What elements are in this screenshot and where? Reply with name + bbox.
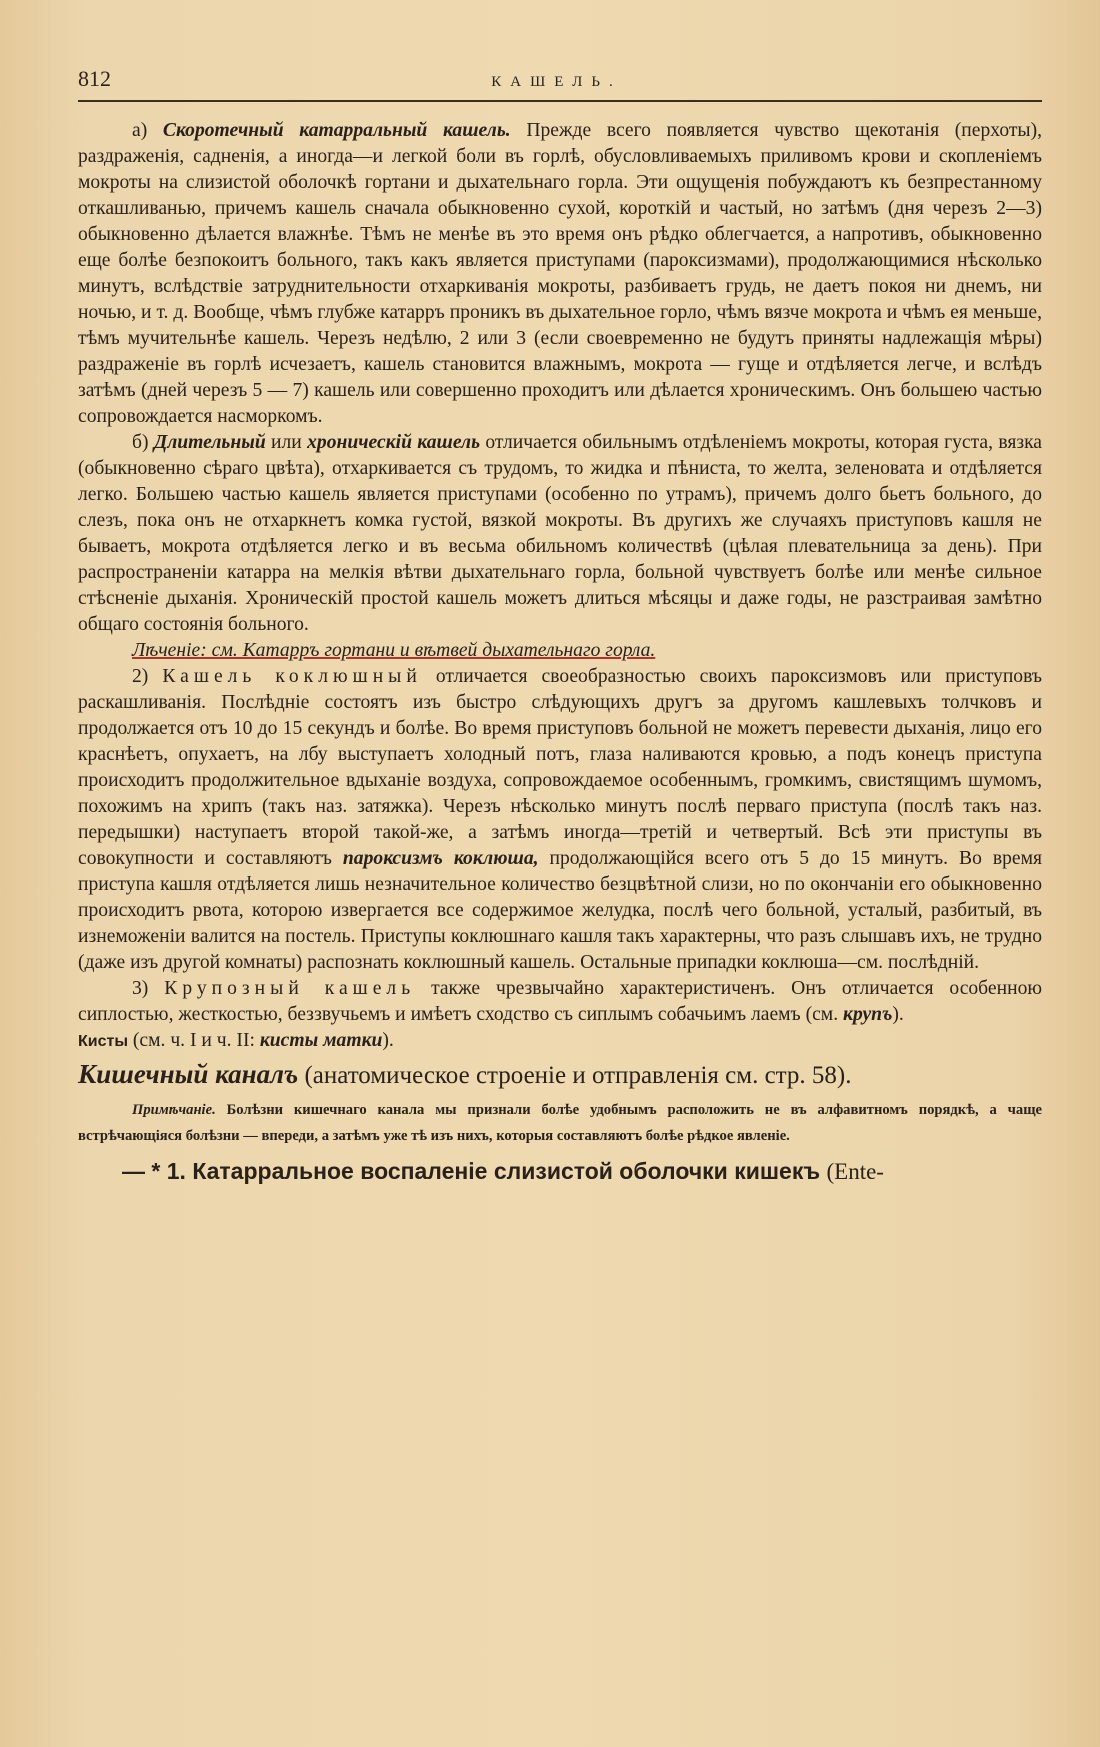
- entry-intestinal-canal: [78, 1059, 1042, 1091]
- term-prolonged: Длительный: [153, 432, 266, 453]
- page-header: [78, 66, 1042, 102]
- paragraph-whooping-cough: [78, 664, 1042, 976]
- item-marker: 3): [132, 978, 149, 999]
- term-cysts: Кисты: [78, 1033, 128, 1050]
- article-body: [78, 118, 1042, 1055]
- running-title: КАШЕЛЬ.: [491, 74, 622, 90]
- paragraph-croup-cough: [78, 976, 1042, 1028]
- page-number: 812: [78, 66, 111, 91]
- paragraph-text-after: продолжающійся всего отъ 5 до 15 минутъ. Во время приступа кашля отдѣляется лишь незначительное количество безцвѣтной слизи, но по окончаніи его обыкновенно происходитъ рвота, которою извергается все содержимое желудка, послѣ чего больной, усталый, разбитый, въ изнеможеніи валится на постель. Приступы коклюшнаго кашля такъ характерны, что разъ слышавъ ихъ, не трудно (даже изъ другой комнаты) распознать коклюшный кашель. Остальные припадки коклюша—см. послѣдній.: [78, 848, 1043, 973]
- treatment-text: Лѣченіе: см. Катарръ гортани и вѣтвей дыхательнаго горла.: [132, 640, 656, 661]
- paragraph-text-before: отличается своеобразностью своихъ пароксизмовъ или приступовъ раскашливанія. Послѣдніе состоятъ изъ быстро слѣдующихъ другъ за другомъ кашлевыхъ толчковъ и продолжается отъ 10 до 15 секундъ и болѣе. Во время приступовъ больной не можетъ перевести дыханія, лицо его краснѣетъ, опухаетъ, на лбу выступаетъ холодный потъ, глаза наливаются кровью, а подъ конецъ приступа происходитъ продолжительное вдыханіе воздуха, сопровождаемое особеннымъ, громкимъ, свистящимъ шумомъ, похожимъ на хрипъ (такъ наз. затяжка). Черезъ нѣсколько минутъ послѣ перваго приступа (послѣ такъ наз. передышки) наступаетъ второй такой-же, а затѣмъ иногда—третій и четвертый. Всѣ эти приступы въ совокупности и составляютъ: [78, 666, 1042, 869]
- term-chronic-cough: хроническій кашель: [307, 432, 481, 453]
- item-marker: а): [132, 120, 148, 141]
- section-title-tail: (Ente-: [826, 1159, 884, 1184]
- highlight-paroxysm: пароксизмъ коклюша,: [342, 848, 539, 869]
- ref-uterine-cysts: кисты матки: [259, 1030, 383, 1051]
- term-acute-catarrhal-cough: Скоротечный катарральный кашель.: [162, 120, 511, 141]
- term-intestinal-canal: Кишечный каналъ: [78, 1059, 299, 1089]
- joiner: или: [271, 432, 302, 453]
- intestinal-canal-text: (анатомическое строеніе и отправленія см. стр. 58).: [304, 1062, 852, 1089]
- section-title: Катарральное воспаленіе слизистой оболочки кишекъ: [192, 1158, 821, 1184]
- section-prefix: — * 1.: [122, 1158, 186, 1184]
- item-marker: 2): [132, 666, 149, 687]
- paragraph-text: отличается обильнымъ отдѣленіемъ мокроты, которая густа, вязка (обыкновенно сѣраго цвѣта), отхаркивается съ трудомъ, то жидка и пѣниста, то желта, зеленовата и отдѣляется легко. Большею частью кашель является приступами (особенно по утрамъ), причемъ долго бьетъ больного, до слезъ, пока онъ не отхаркнетъ комка густой, вязкой мокроты. Въ другихъ же случаяхъ приступовъ кашля не бываетъ, мокрота отдѣляется легко и въ весьма обильномъ количествѣ (цѣлая плевательница за день). При распространеніи катарра на мелкія вѣтви дыхательнаго горла, больной чувствуетъ болѣе или менѣе сильное стѣсненіе дыханія. Хроническій простой кашель можетъ длиться мѣсяцы и даже годы, не разстраивая замѣтно общаго состоянія больного.: [78, 432, 1042, 635]
- ref-croup: крупъ: [843, 1004, 893, 1025]
- note-paragraph: [78, 1097, 1042, 1149]
- entry-cysts: [78, 1028, 1042, 1055]
- term-whooping-cough: Кашель коклюшный: [162, 666, 422, 687]
- cysts-text-before: (см. ч. I и ч. II:: [132, 1030, 255, 1051]
- paragraph-text-before: также чрезвычайно характеристиченъ. Онъ отличается особенною сиплостью, жесткостью, беззвучьемъ и имѣетъ сходство съ сиплымъ собачьимъ лаемъ (см.: [78, 978, 1042, 1025]
- paragraph-acute-cough: [78, 118, 1042, 430]
- item-marker: б): [132, 432, 149, 453]
- paragraph-text-after: ).: [892, 1004, 904, 1025]
- paragraph-chronic-cough: [78, 430, 1042, 638]
- paragraph-text: Прежде всего появляется чувство щекотанія (перхоты), раздраженія, садненія, а иногда—и легкой боли въ горлѣ, обусловливаемыхъ приливомъ крови и скопленіемъ мокроты на слизистой оболочкѣ гортани и дыхательнаго горла. Эти ощущенія побуждаютъ къ безпрестанному откашливанью, причемъ кашель сначала обыкновенно сухой, короткій и частый, но затѣмъ (дня черезъ 2—3) обыкновенно дѣлается влажнѣе. Тѣмъ не менѣе въ это время онъ рѣдко облегчается, а напротивъ, обыкновенно еще болѣе безпокоитъ больного, такъ какъ является приступами (пароксизмами), продолжающимися нѣсколько минутъ, вслѣдствіе затруднительности отхаркиванія мокроты, разбиваетъ грудь, не даетъ покоя ни днемъ, ни ночью, и т. д. Вообще, чѣмъ глубже катарръ проникъ въ дыхательное горло, чѣмъ вязче мокрота и чѣмъ ея меньше, тѣмъ мучительнѣе кашель. Черезъ недѣлю, 2 или 3 (если своевременно не будутъ приняты надлежащія мѣры) раздраженіе въ горлѣ исчезаетъ, кашель становится влажнымъ, мокрота — гуще и отдѣляется легче, и вслѣдъ затѣмъ (дней черезъ 5 — 7) кашель или совершенно проходитъ или дѣлается хроническимъ. Онъ большею частью сопровождается насморкомъ.: [78, 120, 1043, 427]
- treatment-reference: [78, 638, 1042, 664]
- cysts-text-after: ).: [382, 1030, 394, 1051]
- term-croup-cough: Крупозный кашель: [164, 978, 416, 999]
- note-label: Примѣчаніе.: [132, 1102, 216, 1118]
- section-heading: [78, 1153, 1042, 1190]
- note-text: Болѣзни кишечнаго канала мы признали болѣе удобнымъ расположить не въ алфавитномъ порядкѣ, а чаще встрѣчающіяся болѣзни — впереди, а затѣмъ уже тѣ изъ нихъ, которыя составляютъ болѣе рѣдкое явленіе.: [78, 1102, 1042, 1144]
